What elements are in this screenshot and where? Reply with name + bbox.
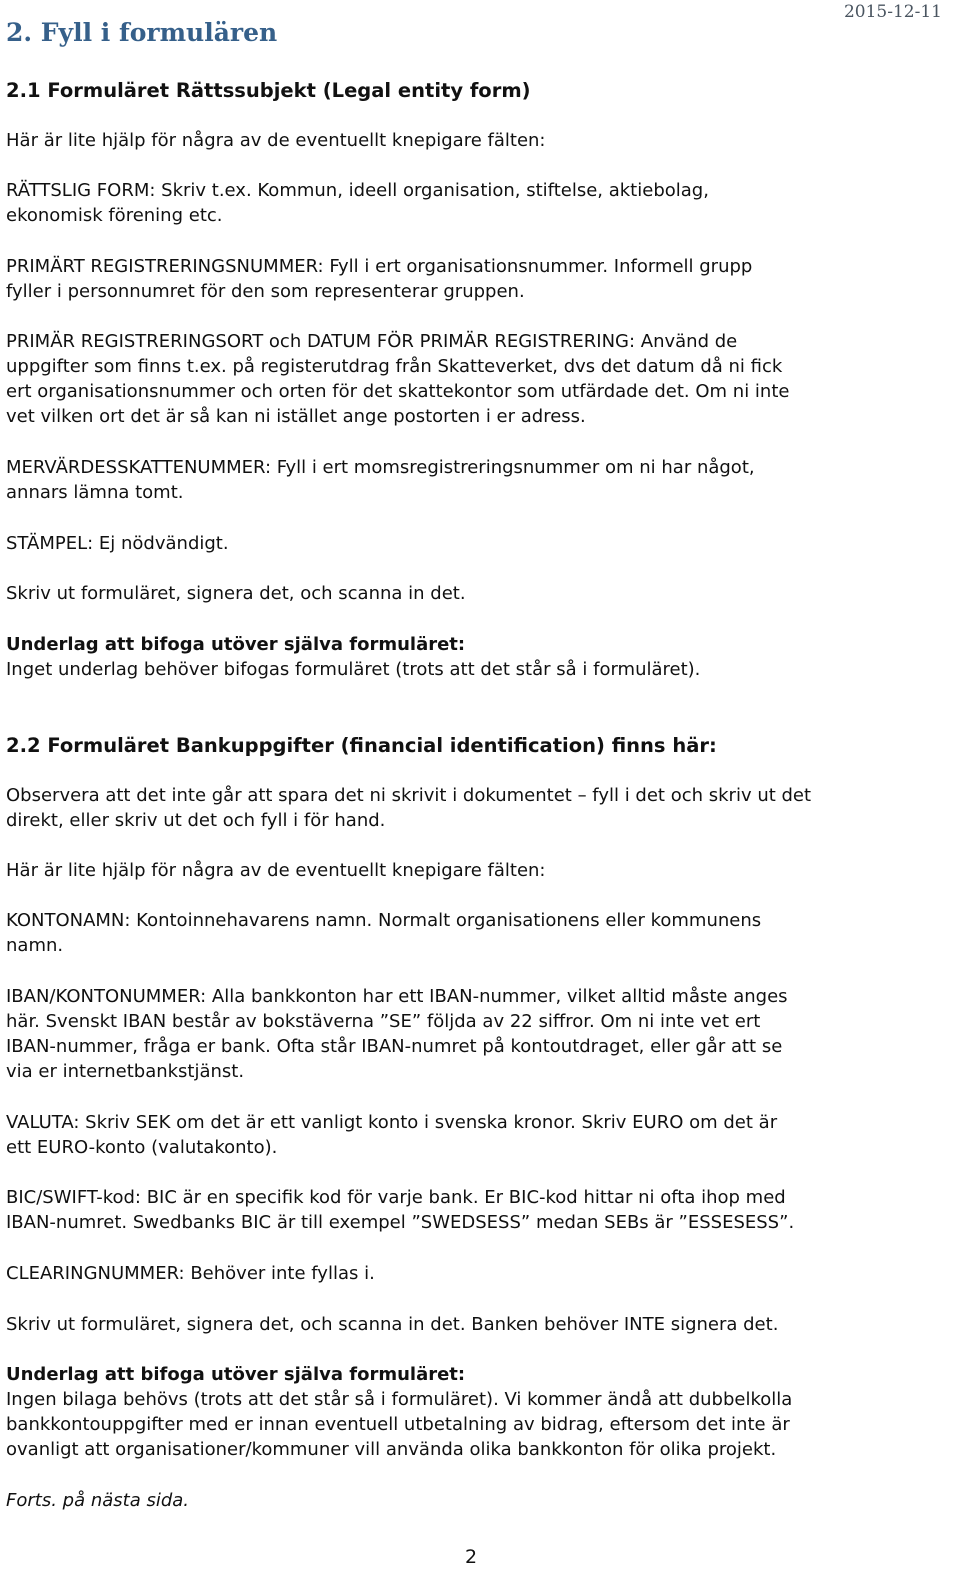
header-date: 2015-12-11	[843, 2, 942, 22]
page-number: 2	[465, 1546, 478, 1568]
stampel-paragraph: STÄMPEL: Ej nödvändigt.	[6, 533, 229, 554]
iban-paragraph: IBAN/KONTONUMMER: Alla bankkonton har ett IBAN-nummer, vilket alltid måste anges här. Svenskt IBAN består av bokstäverna ”SE” följda av 22 siffror. Om ni inte vet ert IBAN-nummer, fråga er bank. Ofta står IBAN-numret på kontoutdraget, eller går att se via er internetbankstjänst.	[6, 986, 788, 1082]
valuta-paragraph: VALUTA: Skriv SEK om det är ett vanligt konto i svenska kronor. Skriv EURO om det är ett EURO-konto (valutakonto).	[6, 1112, 778, 1158]
underlag-heading: Underlag att bifoga utöver själva formuläret:	[6, 634, 466, 655]
momsnr-paragraph: MERVÄRDESSKATTENUMMER: Fyll i ert momsregistreringsnummer om ni har något, annars lämna tomt.	[6, 457, 755, 503]
clearing-paragraph: CLEARINGNUMMER: Behöver inte fyllas i.	[6, 1263, 375, 1284]
kontonamn-paragraph: KONTONAMN: Kontoinnehavarens namn. Normalt organisationens eller kommunens namn.	[6, 910, 762, 956]
underlag-section-1	[6, 632, 956, 682]
skriv-ut-paragraph-2: Skriv ut formuläret, signera det, och scanna in det. Banken behöver INTE signera det.	[6, 1314, 779, 1335]
bic-paragraph: BIC/SWIFT-kod: BIC är en specifik kod för varje bank. Er BIC-kod hittar ni ofta ihop med IBAN-numret. Swedbanks BIC är till exempel ”SWEDSESS” medan SEBs är ”ESSESESS”.	[6, 1187, 795, 1233]
section-2-2-intro: Här är lite hjälp för några av de eventuellt knepigare fälten:	[6, 860, 546, 881]
section-2-1-intro: Här är lite hjälp för några av de eventuellt knepigare fälten:	[6, 130, 546, 151]
section-2-2-heading: 2.2 Formuläret Bankuppgifter (financial identification) finns här:	[6, 734, 717, 757]
rattslig-form-paragraph: RÄTTSLIG FORM: Skriv t.ex. Kommun, ideell organisation, stiftelse, aktiebolag, ekonomisk förening etc.	[6, 180, 709, 226]
underlag-text: Inget underlag behöver bifogas formuläret (trots att det står så i formuläret).	[6, 659, 701, 680]
primart-regnr-paragraph: PRIMÄRT REGISTRERINGSNUMMER: Fyll i ert organisationsnummer. Informell grupp fyller i personnumret för den som representerar gruppen.	[6, 256, 753, 302]
forts-paragraph: Forts. på nästa sida.	[6, 1490, 190, 1511]
primar-regort-paragraph: PRIMÄR REGISTRERINGSORT och DATUM FÖR PRIMÄR REGISTRERING: Använd de uppgifter som finns t.ex. på registerutdrag från Skatteverket, dvs det datum då ni fick ert organisationsnummer och orten för det skattekontor som utfärdade det. Om ni inte vet vilken ort det är så kan ni istället ange postorten i er adress.	[6, 331, 790, 427]
underlag-heading-2: Underlag att bifoga utöver själva formuläret:	[6, 1364, 466, 1385]
underlag-section-2: Underlag att bifoga utöver själva formuläret: Ingen bilaga behövs (trots att det står så i formuläret). Vi kommer ändå att dubbelkolla bankkontouppgifter med er innan eventuell utbetalning av bidrag, eftersom det inte är ovanligt att organisationer/kommuner vill använda olika bankkonton för olika projekt.	[6, 1362, 956, 1462]
page-title: 2. Fyll i formulären	[6, 18, 278, 47]
skriv-ut-paragraph: Skriv ut formuläret, signera det, och scanna in det.	[6, 583, 466, 604]
section-2-1-heading: 2.1 Formuläret Rättssubjekt (Legal entity form)	[6, 79, 531, 102]
observera-paragraph: Observera att det inte går att spara det ni skrivit i dokumentet – fyll i det och skriv ut det direkt, eller skriv ut det och fyll i för hand.	[6, 785, 812, 831]
